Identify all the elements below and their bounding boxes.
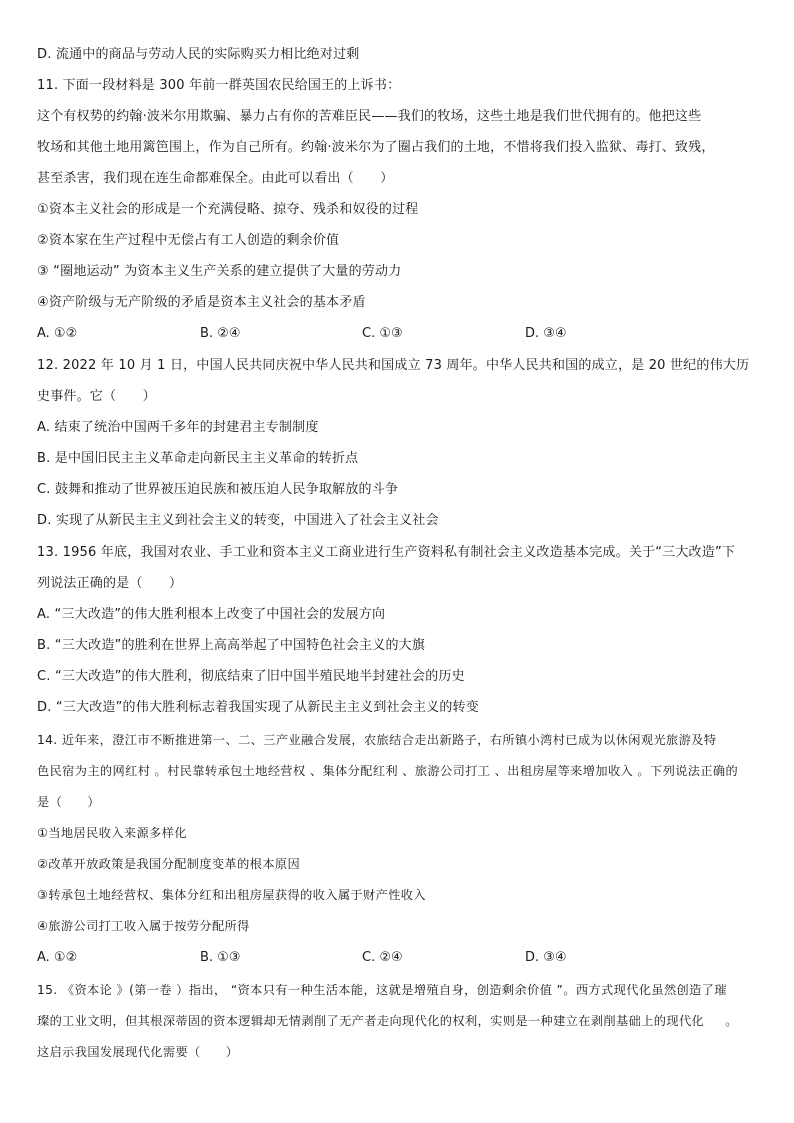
q14-option-a[interactable]: A. ①② (37, 950, 78, 965)
q12-option-b[interactable]: B. 是中国旧民主主义革命走向新民主主义革命的转折点 (37, 451, 359, 466)
q12-stem-line-1: 12. 2022 年 10 月 1 日，中国人民共同庆祝中华人民共和国成立 73 周年。中华人民共和国的成立，是 20 世纪的伟大历 (37, 358, 750, 373)
q11-options (37, 326, 757, 342)
q11-option-c[interactable]: C. ①③ (362, 326, 403, 341)
q11-option-b[interactable]: B. ②④ (200, 326, 241, 341)
q13-option-a[interactable]: A. “三大改造”的伟大胜利根本上改变了中国社会的发展方向 (37, 607, 386, 622)
q12-option-d[interactable]: D. 实现了从新民主主义到社会主义的转变，中国进入了社会主义社会 (37, 513, 439, 528)
q13-stem-line-1: 13. 1956 年底，我国对农业、手工业和资本主义工商业进行生产资料私有制社会主义改造基本完成。关于“三大改造”下 (37, 545, 736, 560)
q15-stem-line-1: 15. 《资本论 》(第一卷 ）指出， “资本只有一种生活本能，这就是增殖自身，创造剩余价值 ”。西方式现代化虽然创造了璀 (37, 983, 727, 997)
q13-option-c[interactable]: C. “三大改造”的伟大胜利，彻底结束了旧中国半殖民地半封建社会的历史 (37, 669, 465, 684)
q11-stem: 11. 下面一段材料是 300 年前一群英国农民给国王的上诉书： (37, 78, 401, 93)
q11-option-a[interactable]: A. ①② (37, 326, 78, 341)
q14-statement-4: ④旅游公司打工收入属于按劳分配所得 (37, 919, 250, 933)
q12-stem-line-2: 史事件。它（ ） (37, 389, 156, 404)
q13-stem-line-2: 列说法正确的是（ ） (37, 576, 183, 591)
q11-material-line-3: 甚至杀害，我们现在连生命都难保全。由此可以看出（ ） (37, 171, 394, 186)
q14-stem-line-2: 色民宿为主的网红村 。村民靠转承包土地经营权 、集体分配红利 、旅游公司打工 、出租房屋等来增加收入 。下列说法正确的 (37, 764, 739, 778)
q14-statement-2: ②改革开放政策是我国分配制度变革的根本原因 (37, 857, 301, 871)
q14-stem-line-3: 是（ ） (37, 795, 100, 809)
q14-stem-line-1: 14. 近年来，澄江市不断推进第一、二、三产业融合发展，农旅结合走出新路子，右所镇小湾村已成为以休闲观光旅游及特 (37, 733, 717, 747)
q11-statement-2: ②资本家在生产过程中无偿占有工人创造的剩余价值 (37, 233, 340, 248)
q14-options (37, 950, 757, 966)
q13-option-d[interactable]: D. “三大改造”的伟大胜利标志着我国实现了从新民主主义到社会主义的转变 (37, 700, 479, 715)
q15-stem-line-2: 璨的工业文明，但其根深蒂固的资本逻辑却无情剥削了无产者走向现代化的权利，实则是一种建立在剥削基础上的现代化 。 (37, 1014, 738, 1028)
q12-option-a[interactable]: A. 结束了统治中国两千多年的封建君主专制制度 (37, 420, 319, 435)
q13-option-b[interactable]: B. “三大改造”的胜利在世界上高高举起了中国特色社会主义的大旗 (37, 638, 426, 653)
q14-option-c[interactable]: C. ②④ (362, 950, 403, 965)
q11-material-line-1: 这个有权势的约翰·波米尔用欺骗、暴力占有你的苦难臣民——我们的牧场，这些土地是我们世代拥有的。他把这些 (37, 109, 702, 124)
q11-material-line-2: 牧场和其他土地用篱笆围上，作为自己所有。约翰·波米尔为了圈占我们的土地，不惜将我们投入监狱、毒打、致残， (37, 140, 715, 155)
q10-option-d: D. 流通中的商品与劳动人民的实际购买力相比绝对过剩 (37, 47, 360, 62)
q14-statement-1: ①当地居民收入来源多样化 (37, 826, 187, 840)
q14-option-d[interactable]: D. ③④ (525, 950, 567, 965)
q15-stem-line-3: 这启示我国发展现代化需要（ ） (37, 1045, 239, 1059)
q11-statement-1: ①资本主义社会的形成是一个充满侵略、掠夺、残杀和奴役的过程 (37, 202, 419, 217)
q12-option-c[interactable]: C. 鼓舞和推动了世界被压迫民族和被压迫人民争取解放的斗争 (37, 482, 399, 497)
q11-statement-4: ④资产阶级与无产阶级的矛盾是资本主义社会的基本矛盾 (37, 295, 366, 310)
q11-statement-3: ③ “圈地运动” 为资本主义生产关系的建立提供了大量的劳动力 (37, 264, 402, 279)
q14-option-b[interactable]: B. ①③ (200, 950, 241, 965)
q14-statement-3: ③转承包土地经营权、集体分红和出租房屋获得的收入属于财产性收入 (37, 888, 426, 902)
q11-option-d[interactable]: D. ③④ (525, 326, 567, 341)
